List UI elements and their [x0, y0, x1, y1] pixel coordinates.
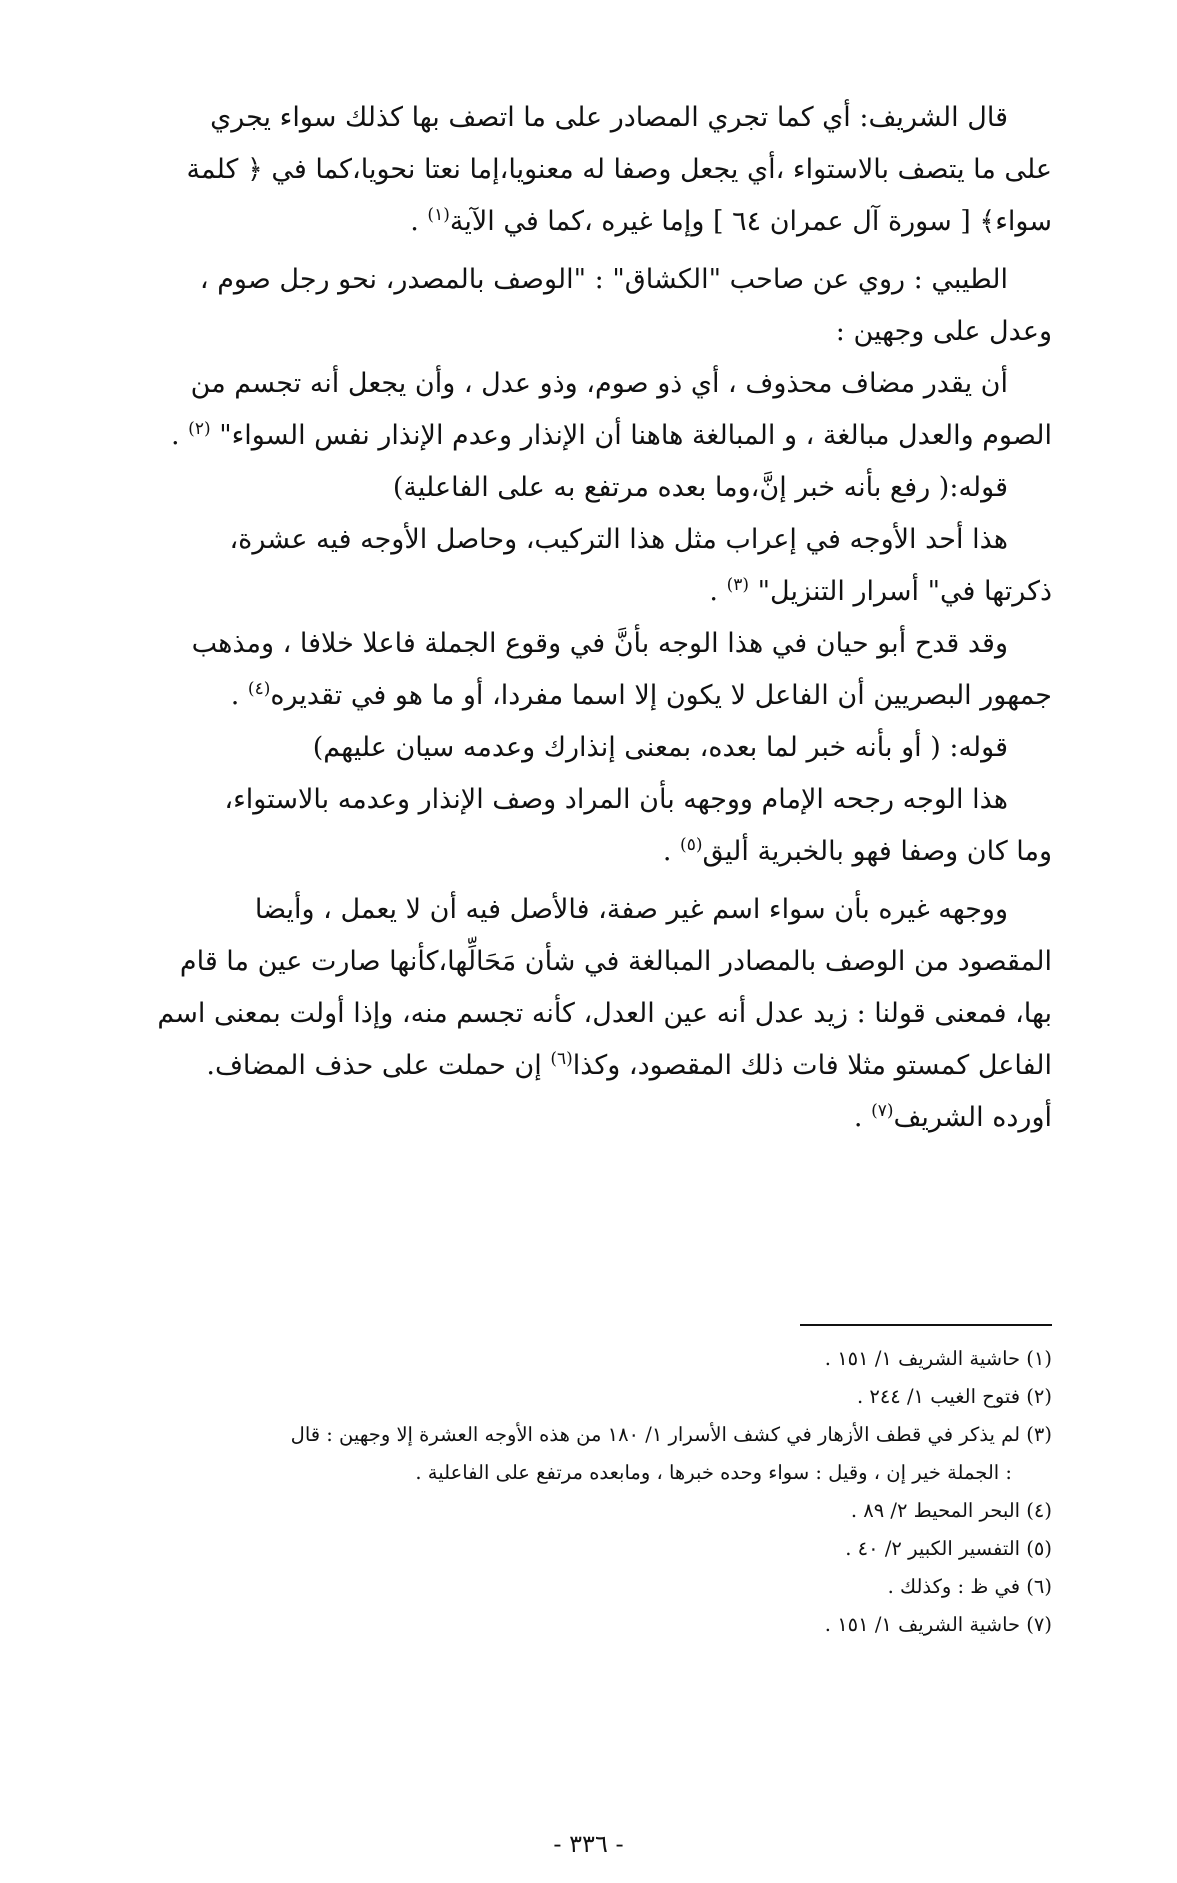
text-fragment: الصوم والعدل مبالغة ، و المبالغة هاهنا أن الإنذار وعدم الإنذار نفس السواء" [219, 420, 1052, 451]
text-line [150, 670, 1052, 722]
text-fragment: الفاعل كمستو مثلا فات ذلك المقصود، وكذا [572, 1050, 1052, 1081]
period: . [709, 576, 718, 607]
text-line: أن يقدر مضاف محذوف ، أي ذو صوم، وذو عدل ، وأن يجعل أنه تجسم من [190, 368, 1008, 399]
text-line: قوله: ( أو بأنه خبر لما بعده، بمعنى إنذارك وعدمه سيان عليهم) [312, 732, 1008, 763]
text-line [150, 1092, 1052, 1144]
text-line: قال الشريف: أي كما تجري المصادر على ما اتصف بها كذلك سواء يجري [210, 102, 1008, 133]
page-number: - ٣٣٦ - [553, 1830, 624, 1858]
period: . [170, 420, 180, 451]
footnote-continuation: : الجملة خير إن ، وقيل : سواء وحده خبرها ، ومابعده مرتفع على الفاعلية . [415, 1461, 1012, 1484]
footnote: (٧) حاشية الشريف ١/ ١٥١ . [824, 1613, 1052, 1636]
text-line: بها، فمعنى قولنا : زيد عدل أنه عين العدل، كأنه تجسم منه، وإذا أولت بمعنى اسم [157, 998, 1052, 1029]
footnote-ref: (٤) [247, 679, 271, 699]
text-line: الطيبي : روي عن صاحب "الكشاق" : "الوصف بالمصدر، نحو رجل صوم ، [199, 264, 1008, 295]
text-line [150, 196, 1052, 248]
text-fragment: وما كان وصفا فهو بالخبرية أليق [702, 836, 1052, 867]
text-line [150, 566, 1052, 618]
text-line: وعدل على وجهين : [835, 316, 1052, 347]
text-fragment: ذكرتها في" أسرار التنزيل" [757, 576, 1052, 607]
footnote-ref: (٣) [726, 575, 749, 595]
text-line: على ما يتصف بالاستواء ،أي يجعل وصفا له معنويا،إما نعتا نحويا،كما في ﴿ كلمة [186, 154, 1052, 185]
text-line: ووجهه غيره بأن سواء اسم غير صفة، فالأصل فيه أن لا يعمل ، وأيضا [254, 894, 1008, 925]
text-line: المقصود من الوصف بالمصادر المبالغة في شأن مَحَالِّها،كأنها صارت عين ما قام [179, 946, 1052, 977]
footnote: (٢) فتوح الغيب ١/ ٢٤٤ . [856, 1385, 1052, 1408]
period: . [230, 680, 240, 711]
main-text [150, 92, 1052, 1144]
text-line: قوله:( رفع بأنه خبر إنَّ،وما بعده مرتفع به على الفاعلية) [392, 472, 1008, 503]
text-fragment: جمهور البصريين أن الفاعل لا يكون إلا اسما مفردا، أو ما هو في تقديره [270, 680, 1052, 711]
text-line: هذا الوجه رجحه الإمام ووجهه بأن المراد وصف الإنذار وعدمه بالاستواء، [224, 784, 1008, 815]
text-line [150, 826, 1052, 878]
footnote-ref: (٧) [871, 1101, 894, 1121]
footnote-separator [800, 1324, 1052, 1326]
text-fragment: سواء﴾ [ سورة آل عمران ٦٤ ] وإما غيره ،كما في الآية [449, 206, 1052, 237]
footnote: (٦) في ظ : وكذلك . [887, 1575, 1052, 1598]
footnote: (٣) لم يذكر في قطف الأزهار في كشف الأسرار ١/ ١٨٠ من هذه الأوجه العشرة إلا وجهين : قال [290, 1423, 1052, 1446]
text-fragment: أورده الشريف [893, 1102, 1052, 1133]
text-line: وقد قدح أبو حيان في هذا الوجه بأنَّ في وقوع الجملة فاعلا خلافا ، ومذهب [191, 628, 1008, 659]
footnote: (١) حاشية الشريف ١/ ١٥١ . [824, 1347, 1052, 1370]
text-line: هذا أحد الأوجه في إعراب مثل هذا التركيب، وحاصل الأوجه فيه عشرة، [229, 524, 1008, 555]
footnote-ref: (١) [427, 205, 450, 225]
footnotes [150, 1340, 1052, 1644]
period: . [662, 836, 672, 867]
text-fragment: إن حملت على حذف المضاف. [206, 1050, 542, 1081]
footnote: (٤) البحر المحيط ٢/ ٨٩ . [850, 1499, 1052, 1522]
text-line [150, 1040, 1052, 1092]
footnote-ref: (٥) [680, 835, 703, 855]
text-line [150, 410, 1052, 462]
period: . [410, 206, 419, 237]
footnote-ref: (٢) [188, 419, 211, 439]
footnote-ref: (٦) [550, 1049, 573, 1069]
period: . [853, 1102, 863, 1133]
footnote: (٥) التفسير الكبير ٢/ ٤٠ . [845, 1537, 1052, 1560]
